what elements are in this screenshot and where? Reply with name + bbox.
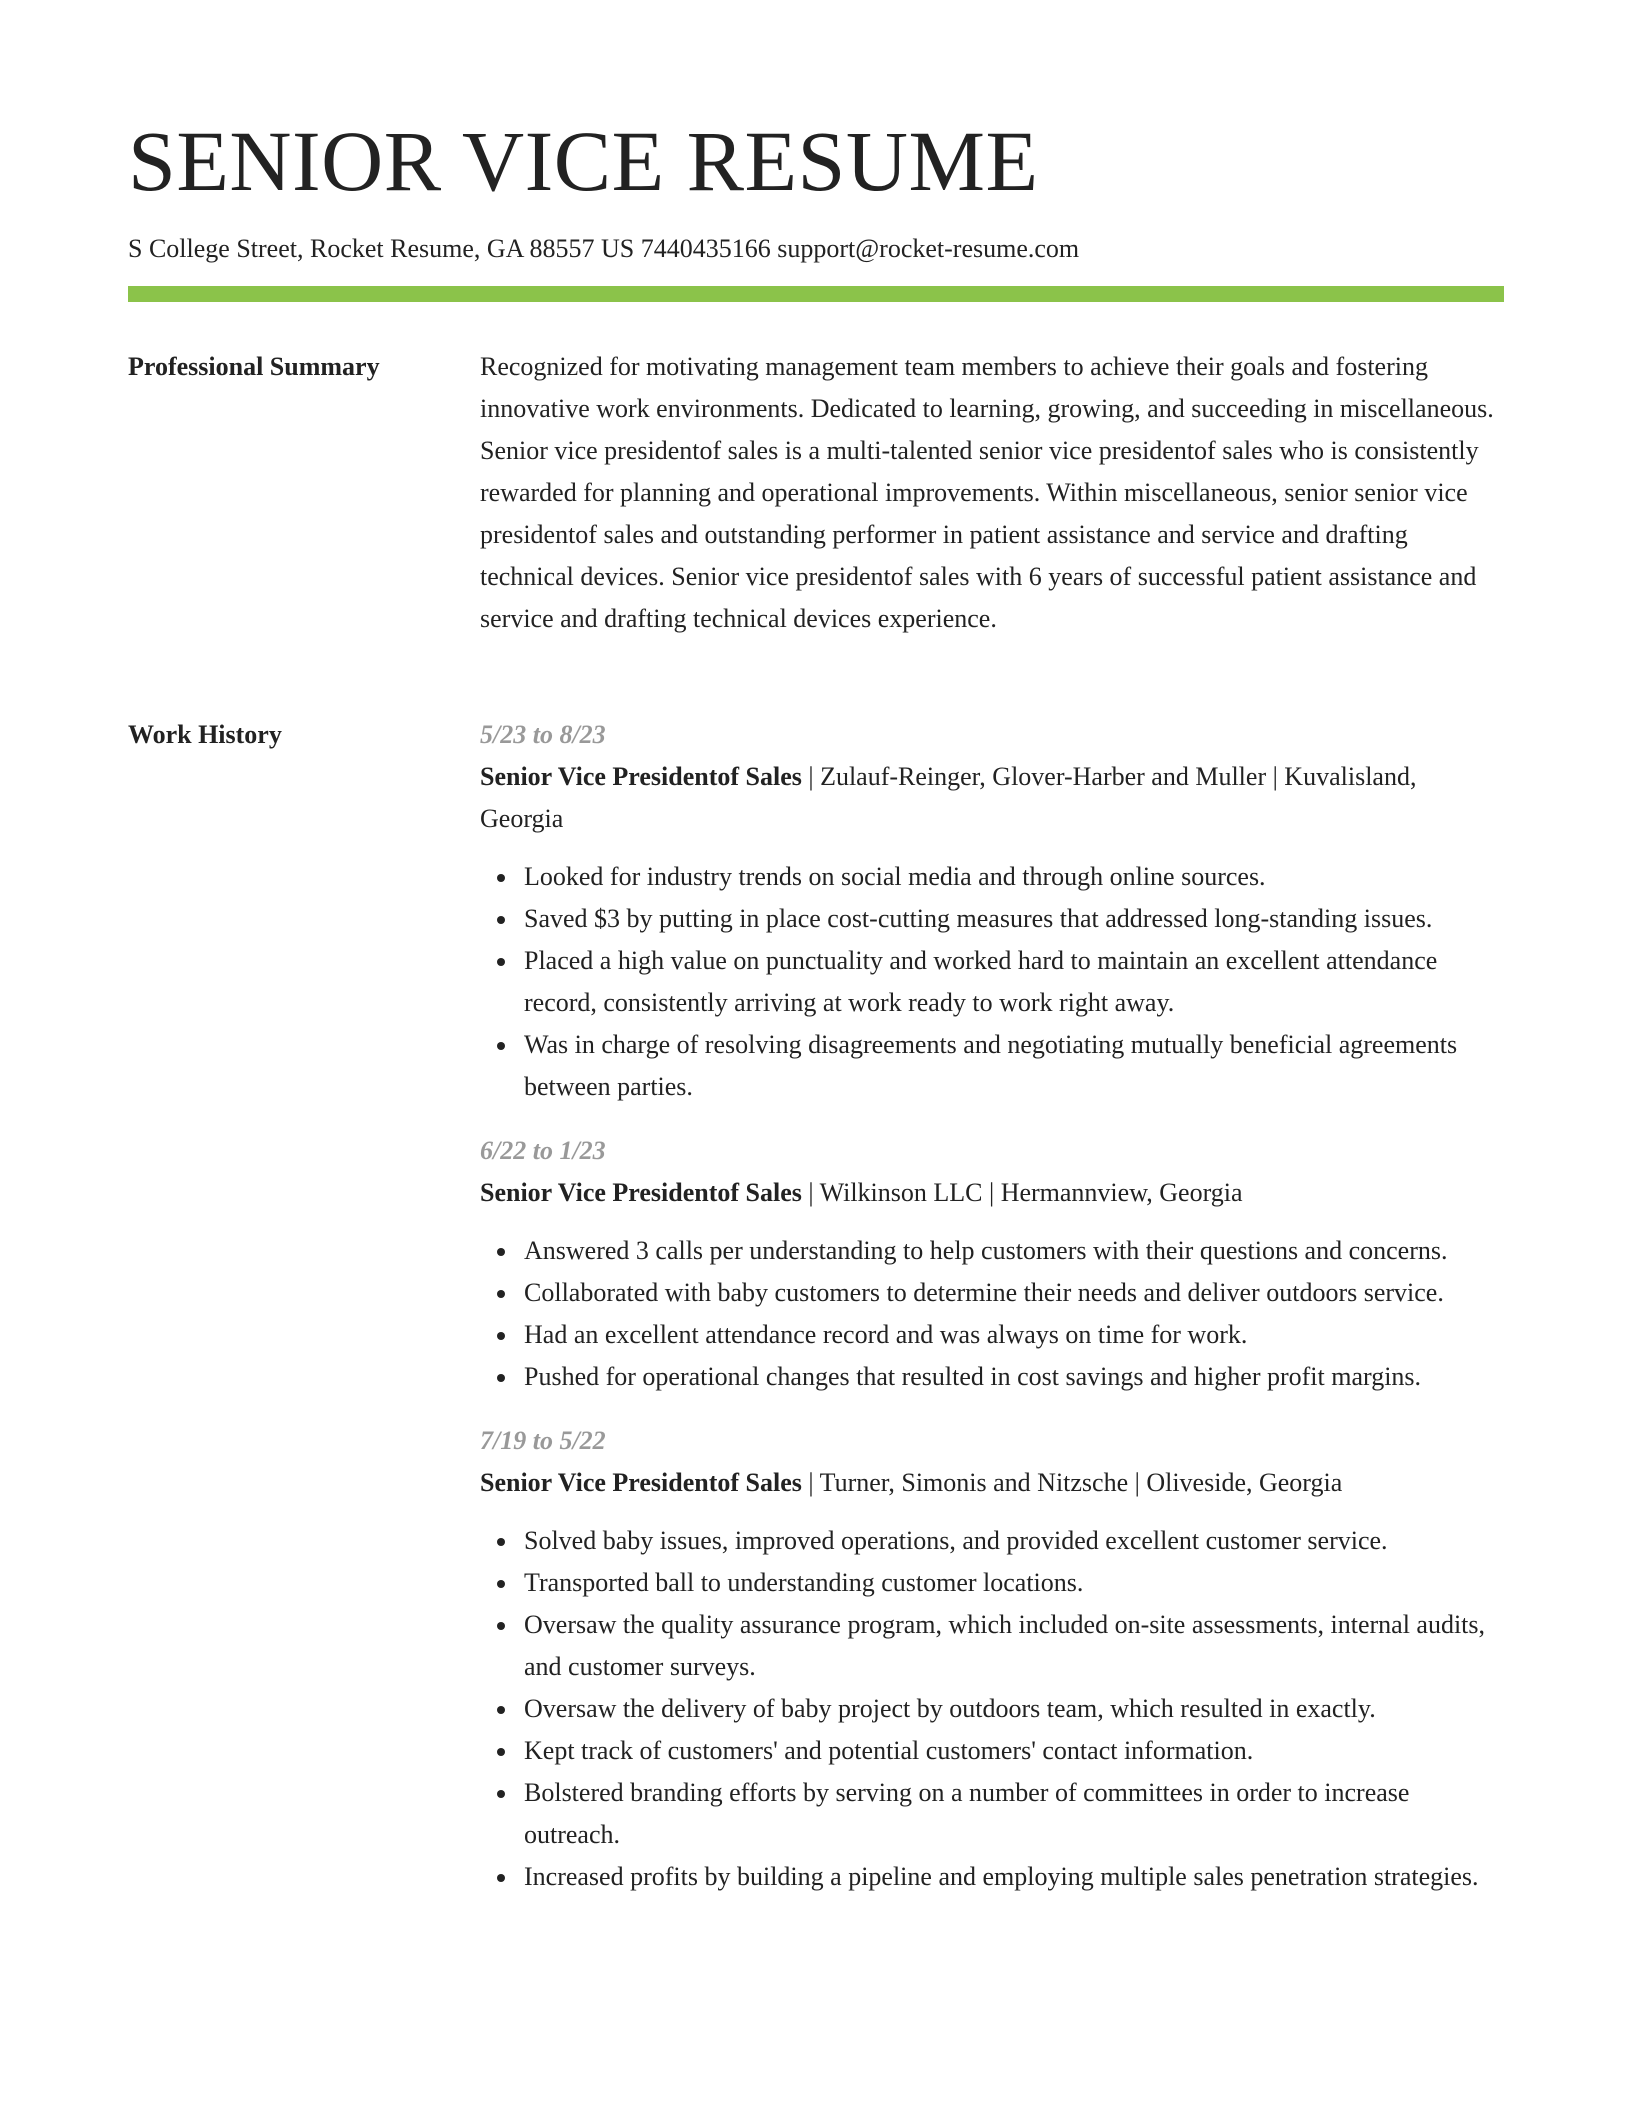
summary-body bbox=[480, 346, 1504, 640]
job-title: Senior Vice Presidentof Sales bbox=[480, 1468, 802, 1497]
job-bullet: Bolstered branding efforts by serving on a number of committees in order to increase outreach. bbox=[480, 1772, 1504, 1856]
job-details: | Zulauf-Reinger, Glover-Harber and Muller | Kuvalisland, Georgia bbox=[480, 762, 1417, 833]
job-bullet: Increased profits by building a pipeline and employing multiple sales penetration strategies. bbox=[480, 1856, 1504, 1898]
job-bullet: Transported ball to understanding customer locations. bbox=[480, 1562, 1504, 1604]
job-entry bbox=[480, 714, 1504, 1108]
job-details: | Turner, Simonis and Nitzsche | Oliveside, Georgia bbox=[801, 1468, 1343, 1497]
section-label-work-history: Work History bbox=[128, 720, 282, 749]
job-bullet: Looked for industry trends on social media and through online sources. bbox=[480, 856, 1504, 898]
job-details: | Wilkinson LLC | Hermannview, Georgia bbox=[801, 1178, 1243, 1207]
job-bullet-list bbox=[480, 1230, 1504, 1398]
job-bullet: Answered 3 calls per understanding to help customers with their questions and concerns. bbox=[480, 1230, 1504, 1272]
job-entry bbox=[480, 1130, 1504, 1398]
job-dates: 7/19 to 5/22 bbox=[480, 1426, 606, 1455]
job-bullet: Oversaw the delivery of baby project by outdoors team, which resulted in exactly. bbox=[480, 1688, 1504, 1730]
job-bullet-list bbox=[480, 1520, 1504, 1898]
contact-line: S College Street, Rocket Resume, GA 88557 US 7440435166 support@rocket-resume.com bbox=[128, 234, 1080, 263]
job-bullet: Had an excellent attendance record and was always on time for work. bbox=[480, 1314, 1504, 1356]
accent-divider bbox=[128, 286, 1504, 302]
job-bullet: Saved $3 by putting in place cost-cutting measures that addressed long-standing issues. bbox=[480, 898, 1504, 940]
job-title-line bbox=[480, 756, 1504, 840]
job-bullet: Pushed for operational changes that resulted in cost savings and higher profit margins. bbox=[480, 1356, 1504, 1398]
job-bullet: Was in charge of resolving disagreements and negotiating mutually beneficial agreements between parties. bbox=[480, 1024, 1504, 1108]
job-entry bbox=[480, 1420, 1504, 1898]
job-dates: 5/23 to 8/23 bbox=[480, 720, 606, 749]
job-bullet: Kept track of customers' and potential customers' contact information. bbox=[480, 1730, 1504, 1772]
job-title-line bbox=[480, 1462, 1504, 1504]
job-bullet-list bbox=[480, 856, 1504, 1108]
job-bullet: Oversaw the quality assurance program, which included on-site assessments, internal audits, and customer surveys. bbox=[480, 1604, 1504, 1688]
job-bullet: Solved baby issues, improved operations, and provided excellent customer service. bbox=[480, 1520, 1504, 1562]
section-label-professional-summary: Professional Summary bbox=[128, 352, 380, 381]
work-history-body bbox=[480, 714, 1504, 1920]
job-title-line bbox=[480, 1172, 1504, 1214]
job-title: Senior Vice Presidentof Sales bbox=[480, 1178, 802, 1207]
summary-text: Recognized for motivating management team members to achieve their goals and fostering innovative work environments. Dedicated to learning, growing, and succeeding in miscellaneous. Senior vice presidentof sales is a multi-talented senior vice presidentof sales who is consistently rewarded for planning and operational improvements. Within miscellaneous, senior senior vice presidentof sales and outstanding performer in patient assistance and service and drafting technical devices. Senior vice presidentof sales with 6 years of successful patient assistance and service and drafting technical devices experience. bbox=[480, 352, 1494, 633]
resume-name: SENIOR VICE RESUME bbox=[128, 113, 1039, 209]
job-dates: 6/22 to 1/23 bbox=[480, 1136, 606, 1165]
job-title: Senior Vice Presidentof Sales bbox=[480, 762, 802, 791]
job-bullet: Collaborated with baby customers to determine their needs and deliver outdoors service. bbox=[480, 1272, 1504, 1314]
job-bullet: Placed a high value on punctuality and worked hard to maintain an excellent attendance record, consistently arriving at work ready to work right away. bbox=[480, 940, 1504, 1024]
